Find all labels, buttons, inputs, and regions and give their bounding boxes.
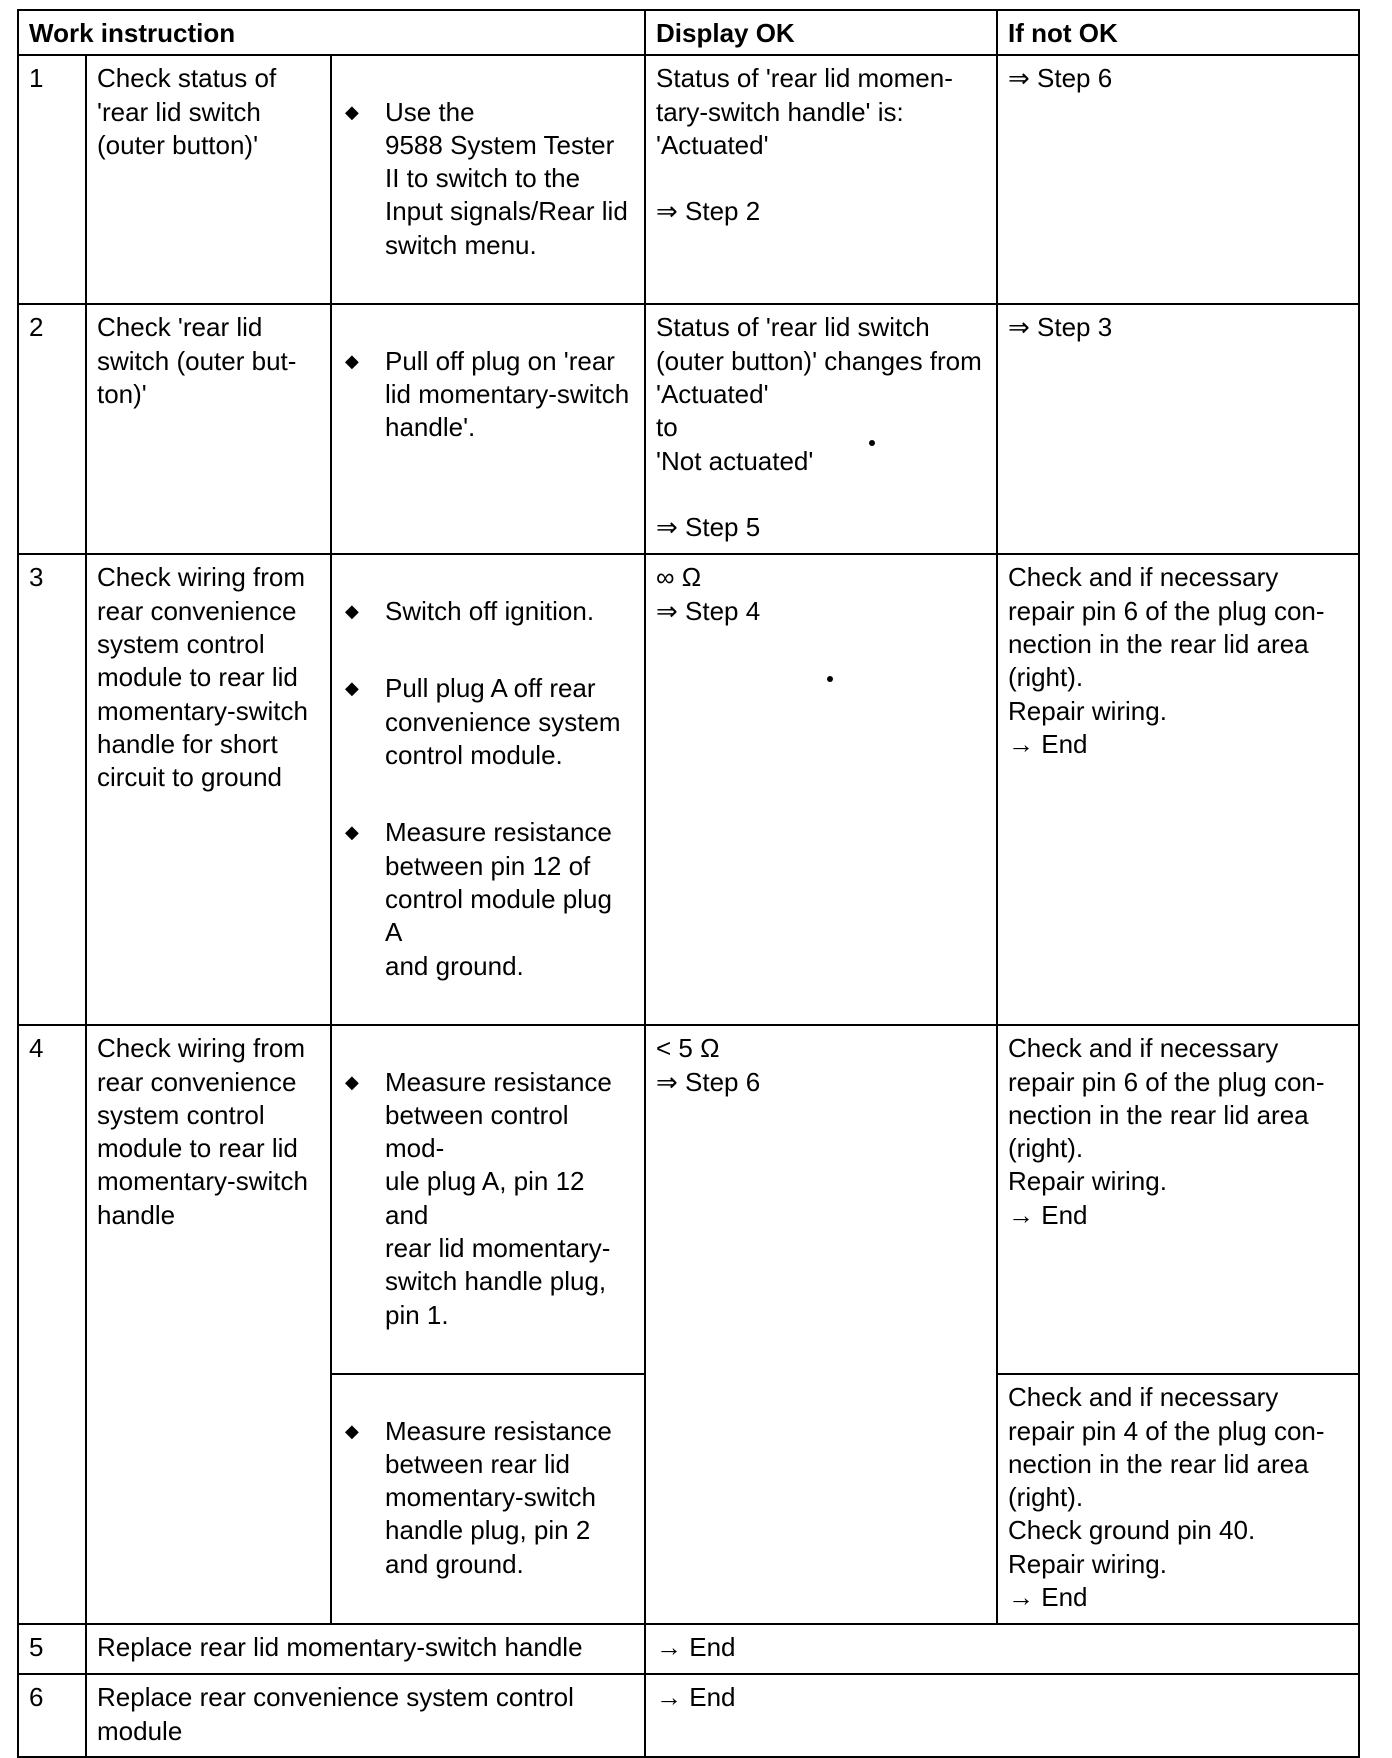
step-instruction: Replace rear lid momentary-switch handle (86, 1624, 645, 1674)
step-instruction: Replace rear convenience system control module (86, 1674, 645, 1757)
step-actions (331, 304, 645, 554)
table-row (18, 304, 1359, 554)
step-instruction: Check 'rear lid switch (outer but- ton)' (86, 304, 331, 554)
action-text: Measure resistance between control mod- ule plug A, pin 12 and rear lid momentary- switch handle plug, pin 1. (385, 1066, 612, 1330)
action-item (342, 672, 634, 772)
step-number: 4 (18, 1025, 86, 1624)
action-item (342, 595, 634, 628)
action-item (342, 96, 634, 262)
display-ok-cell: Status of 'rear lid switch (outer button)' changes from 'Actuated' to 'Not actuated' ⇒ Step 5 (645, 304, 997, 554)
work-instruction-table (17, 9, 1360, 1758)
step-actions (331, 1374, 645, 1624)
table-row (18, 55, 1359, 304)
action-item (342, 1066, 634, 1332)
header-work-instruction: Work instruction (18, 10, 645, 55)
header-display-ok: Display OK (645, 10, 997, 55)
diamond-bullet-icon: ◆ (345, 350, 359, 371)
step-number: 6 (18, 1674, 86, 1757)
action-text: Use the 9588 System Tester II to switch to the Input signals/Rear lid switch menu. (385, 96, 628, 260)
step-number: 1 (18, 55, 86, 304)
action-text: Measure resistance between pin 12 of control module plug A and ground. (385, 817, 612, 981)
step-number: 5 (18, 1624, 86, 1674)
action-text: Switch off ignition. (385, 595, 595, 626)
diamond-bullet-icon: ◆ (345, 822, 359, 843)
diamond-bullet-icon: ◆ (345, 678, 359, 699)
if-not-ok-cell: ⇒ Step 3 (997, 304, 1359, 554)
action-text: Pull plug A off rear convenience system control module. (385, 673, 621, 770)
table-row (18, 554, 1359, 1025)
if-not-ok-cell: Check and if necessary repair pin 6 of the plug con- nection in the rear lid area (right). Repair wiring. → End (997, 554, 1359, 1025)
step-actions (331, 1025, 645, 1374)
table-row (18, 1025, 1359, 1374)
if-not-ok-cell: Check and if necessary repair pin 4 of the plug con- nection in the rear lid area (right). Check ground pin 40. Repair wiring. → End (997, 1374, 1359, 1624)
display-ok-cell: ∞ Ω ⇒ Step 4 (645, 554, 997, 1025)
diamond-bullet-icon: ◆ (345, 600, 359, 621)
display-ok-cell: Status of 'rear lid momen- tary-switch handle' is: 'Actuated' ⇒ Step 2 (645, 55, 997, 304)
display-ok-cell: < 5 Ω ⇒ Step 6 (645, 1025, 997, 1624)
table-row (18, 1674, 1359, 1757)
step-instruction: Check status of 'rear lid switch (outer button)' (86, 55, 331, 304)
table-row (18, 1624, 1359, 1674)
action-item (342, 1415, 634, 1581)
diamond-bullet-icon: ◆ (345, 101, 359, 122)
step-actions (331, 55, 645, 304)
print-speck (869, 440, 875, 446)
result-cell: → End (645, 1624, 1359, 1674)
action-item (342, 816, 634, 982)
action-text: Measure resistance between rear lid momentary-switch handle plug, pin 2 and ground. (385, 1415, 612, 1579)
step-number: 2 (18, 304, 86, 554)
step-actions (331, 554, 645, 1025)
if-not-ok-cell: Check and if necessary repair pin 6 of the plug con- nection in the rear lid area (right). Repair wiring. → End (997, 1025, 1359, 1374)
print-speck (827, 676, 833, 682)
step-instruction: Check wiring from rear convenience system control module to rear lid momentary-switch handle for short circuit to ground (86, 554, 331, 1025)
header-if-not-ok: If not OK (997, 10, 1359, 55)
step-instruction: Check wiring from rear convenience system control module to rear lid momentary-switch handle (86, 1025, 331, 1624)
diamond-bullet-icon: ◆ (345, 1420, 359, 1441)
header-row (18, 10, 1359, 55)
diamond-bullet-icon: ◆ (345, 1071, 359, 1092)
action-text: Pull off plug on 'rear lid momentary-switch handle'. (385, 345, 630, 443)
action-item (342, 345, 634, 445)
result-cell: → End (645, 1674, 1359, 1757)
if-not-ok-cell: ⇒ Step 6 (997, 55, 1359, 304)
step-number: 3 (18, 554, 86, 1025)
